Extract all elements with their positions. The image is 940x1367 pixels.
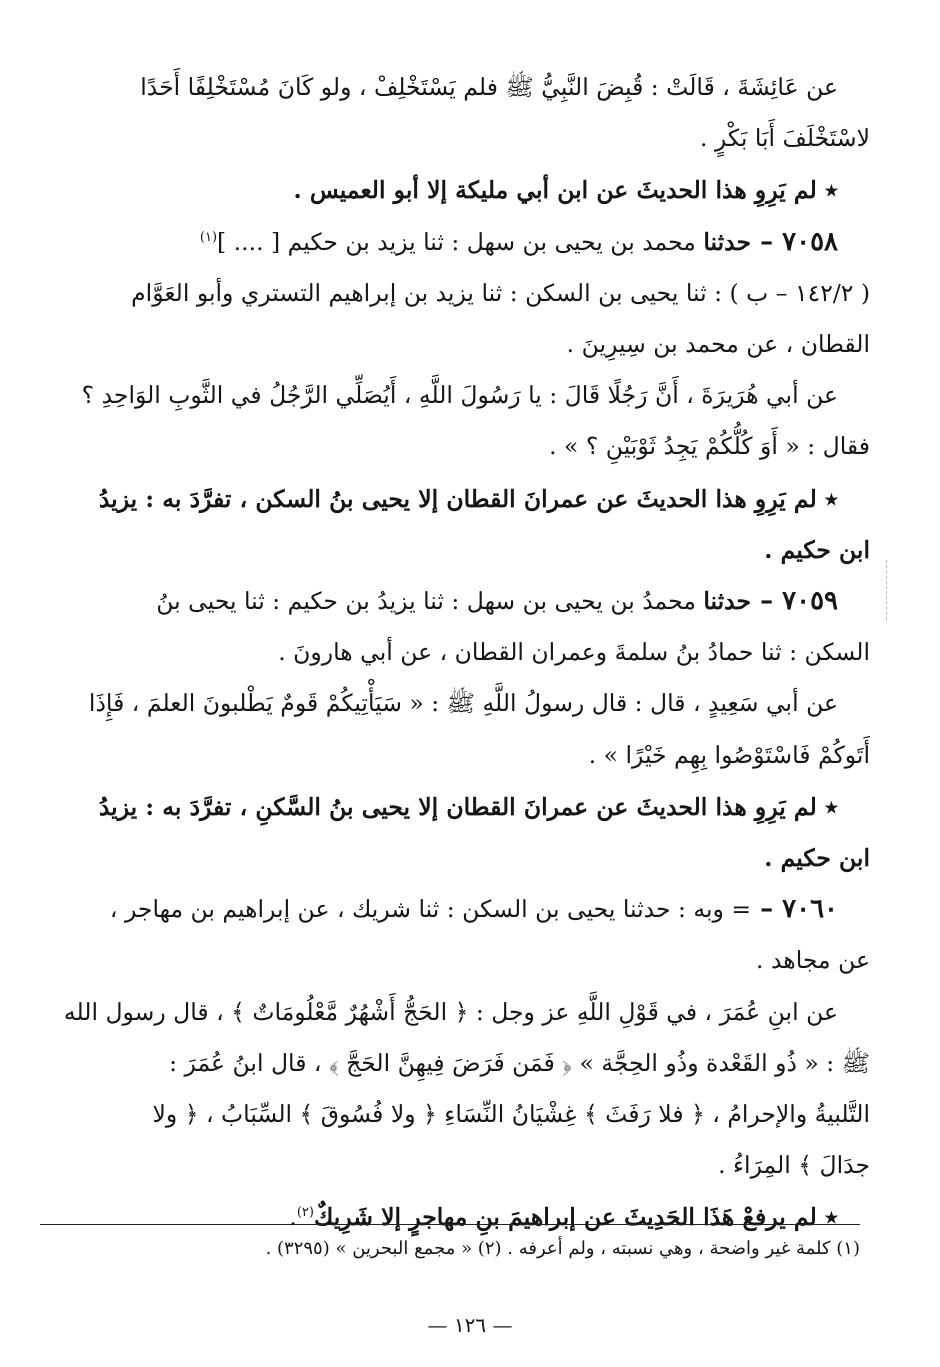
- text-line: [40, 1089, 870, 1140]
- text-run: حدثنا: [703, 227, 752, 256]
- text-line: [40, 627, 870, 678]
- text-run: لاسْتَخْلَفَ أَبَا بَكْرٍ .: [699, 124, 870, 153]
- footnote-separator: [40, 1224, 860, 1225]
- text-line: [40, 576, 870, 627]
- text-run: لم يَرِوِ هذا الحديثَ عن ابن أبي مليكة إلا أبو العميس .: [293, 176, 825, 205]
- text-line: [40, 1140, 870, 1191]
- text-line: [40, 884, 870, 935]
- main-text: [40, 62, 870, 1244]
- text-line: [40, 268, 870, 319]
- page-fold-mark: [886, 560, 887, 620]
- text-line: [40, 781, 870, 833]
- text-run: عن عَائِشَةَ ، قَالَتْ : قُبِضَ النَّبِيُّ ﷺ فلم يَسْتَخْلِفْ ، ولو كَانَ مُسْتَخْلِفًا أَحَدًا: [140, 73, 838, 101]
- hadith-number: ٧٠٥٨ –: [751, 226, 838, 257]
- text-run: عن أبي سَعِيدٍ ، قال : قال رسولُ اللَّهِ ﷺ : « سَيَأْتِيكُمْ قَومٌ يَطْلبونَ العلمَ ، فَإِذَا: [88, 689, 838, 718]
- text-run: = وبه : حدثنا يحيى بن السكن : ثنا شريك ، عن إبراهيم بن مهاجر ،: [109, 895, 752, 924]
- text-run: ٭: [824, 483, 838, 513]
- text-run: السكن : ثنا حمادُ بنُ سلمةَ وعمران القطان ، عن أبي هارونَ .: [278, 638, 870, 667]
- text-line: [40, 370, 870, 421]
- text-run: عن أبي هُرَيرَةَ ، أَنَّ رَجُلًا قَالَ : يا رَسُولَ اللَّهِ ، أَيُصَلِّي الرَّجُلُ في الثَّوبِ الوَاحِدِ ؟: [81, 381, 838, 410]
- text-line: [40, 62, 870, 113]
- text-line: [40, 473, 870, 525]
- footnote-ref: (١): [199, 229, 218, 245]
- text-run: جدَالَ ﴾ المِرَاءُ .: [718, 1151, 870, 1180]
- text-line: [40, 164, 870, 216]
- text-run: فقال : « أَوَ كُلُّكُمْ يَجِدُ ثَوْبَيْنِ ؟ » .: [549, 432, 870, 461]
- text-run: ابن حكيم .: [764, 535, 870, 564]
- text-run: لم يَرِوِ هذا الحديثَ عن عمرانَ القطان إلا يحيى بنُ السكن ، تفرَّدَ به : يزيدُ: [98, 484, 825, 513]
- text-line: [40, 935, 870, 986]
- text-run: ٭: [824, 1202, 838, 1232]
- text-line: [40, 678, 870, 729]
- text-run: ٭: [824, 791, 838, 821]
- text-line: [40, 1038, 870, 1089]
- text-run: محمدُ بن يحيى بن سهل : ثنا يزيدُ بن حكيم : ثنا يحيى بنُ: [156, 587, 704, 616]
- text-line: [40, 217, 870, 268]
- hadith-number: ٧٠٥٩ –: [751, 586, 838, 617]
- page-number: — ١٢٦ —: [427, 1313, 513, 1337]
- text-line: [40, 833, 870, 884]
- text-run: محمد بن يحيى بن سهل : ثنا يزيد بن حكيم [ .... ]: [217, 227, 704, 256]
- footnotes: (١) كلمة غير واضحة ، وهي نسبته ، ولم أعرفه . (٢) « مجمع البحرين » (٣٢٩٥) .: [265, 1238, 860, 1259]
- text-run: عن ابنِ عُمَرَ ، في قَوْلِ اللَّهِ عز وجل : ﴿ الحَجُّ أَشْهُرٌ مَّعْلُومَاتٌ ﴾ ، قال رسول الله: [63, 997, 838, 1026]
- text-run: عن مجاهد .: [756, 946, 870, 975]
- text-run: لم يَرِوِ هذا الحديثَ عن عمرانَ القطان إلا يحيى بنُ السَّكنِ ، تفرَّدَ به : يزيدُ: [98, 792, 825, 821]
- footnote-ref: (٢): [296, 1205, 314, 1221]
- text-line: [40, 113, 870, 164]
- text-line: [40, 730, 870, 781]
- text-line: [40, 525, 870, 576]
- text-run: ٭: [824, 175, 838, 205]
- text-run: .: [289, 1203, 297, 1232]
- text-run: حدثنا: [703, 587, 752, 616]
- text-run: التَّلبيةُ والإحرامُ ، ﴿ فلا رَفَثَ ﴾ غِشْيَانُ النِّسَاءِ ﴿ ولا فُسُوقَ ﴾ السِّبَابُ ، ﴿ ولا: [152, 1100, 870, 1129]
- text-run: ( ١٤٢/٢ – ب ) : ثنا يحيى بن السكن : ثنا يزيد بن إبراهيم التستري وأبو العَوَّام: [131, 278, 870, 307]
- text-run: ابن حكيم .: [764, 844, 870, 873]
- text-line: [40, 319, 870, 370]
- text-run: لم يرفعْ هَذَا الحَدِيثَ عن إبراهيمَ بنِ مهاجرٍ إلا شَرِيكٌ: [313, 1203, 825, 1232]
- text-line: [40, 421, 870, 472]
- text-run: ﷺ : « ذُو القَعْدة وذُو الحِجَّة » ﴿ فَمَن فَرَضَ فِيهِنَّ الحَجَّ ﴾ ، قال ابنُ عُمَرَ :: [169, 1048, 870, 1077]
- text-run: القطان ، عن محمد بن سِيرِينَ .: [566, 330, 870, 359]
- text-line: [40, 987, 870, 1038]
- hadith-number: ٧٠٦٠ –: [751, 894, 838, 925]
- text-run: أَتَوكُمْ فَاسْتَوْصُوا بِهِم خَيْرًا » .: [588, 740, 870, 769]
